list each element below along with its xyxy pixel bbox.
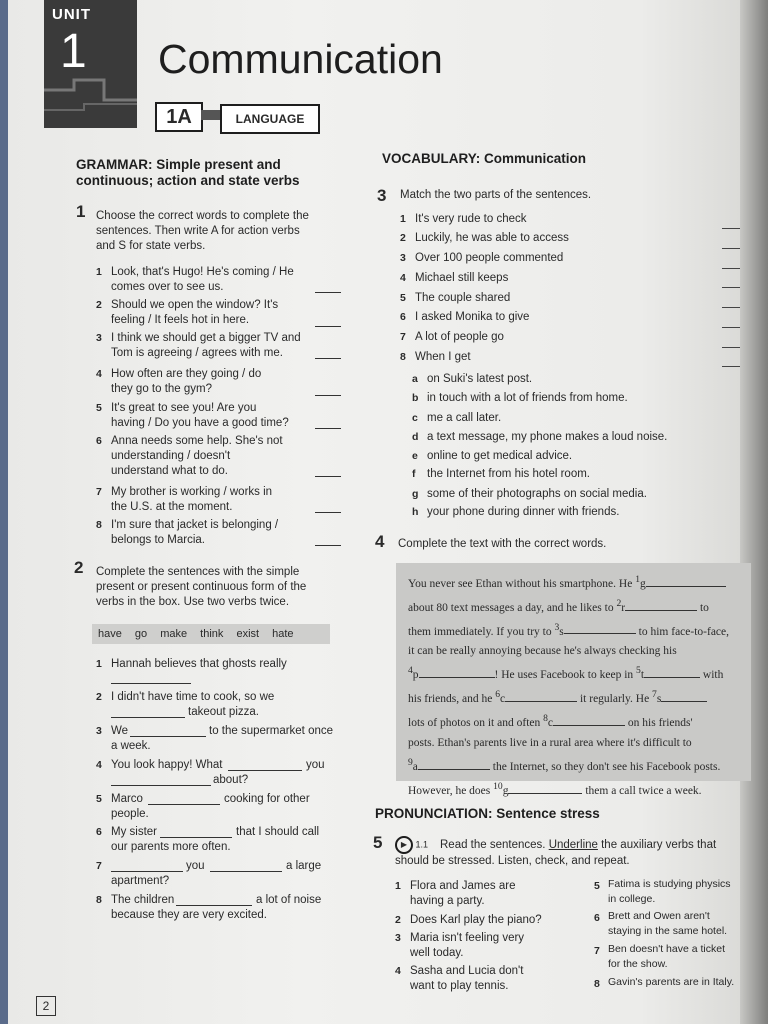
exercise-number: 2: [74, 558, 84, 577]
item-text: The couple shared: [415, 292, 511, 304]
item-number: 5: [96, 793, 102, 805]
item-text: Brett and Owen aren't: [608, 910, 710, 922]
item-number: 8: [594, 978, 600, 990]
item-text: Ben doesn't have a ticket: [608, 943, 725, 955]
match-blank[interactable]: [722, 347, 740, 348]
item-number: 4: [96, 368, 102, 380]
ending-letter: c: [412, 412, 418, 424]
item-text: that I should call: [236, 826, 320, 838]
section-connector: [201, 110, 220, 120]
item-text: Fatima is studying physics: [608, 878, 731, 890]
text-line: posts. Ethan's parents live in a rural area where it's difficult to: [408, 736, 692, 749]
item-text: Michael still keeps: [415, 272, 509, 284]
instruction-line: Complete the sentences with the simple: [96, 566, 300, 578]
item-text: Marco: [111, 793, 143, 805]
item-number: 6: [400, 311, 406, 323]
item-text: the U.S. at the moment.: [111, 501, 233, 513]
answer-blank[interactable]: [625, 610, 697, 611]
item-text: a large: [286, 860, 322, 872]
ending-letter: e: [412, 450, 418, 462]
page-title: Communication: [158, 36, 443, 82]
instruction-line: should be stressed. Listen, check, and repeat.: [395, 855, 630, 867]
item-number: 6: [96, 826, 102, 838]
item-text: Anna needs some help. She's not: [111, 435, 283, 447]
item-text: cooking for other: [224, 793, 310, 805]
item-number: 1: [395, 880, 401, 892]
answer-blank[interactable]: [564, 633, 636, 634]
item-text: comes over to see us.: [111, 281, 224, 293]
match-blank[interactable]: [722, 268, 740, 269]
pronunciation-heading: PRONUNCIATION: Sentence stress: [375, 806, 600, 821]
item-number: 6: [96, 435, 102, 447]
item-text: want to play tennis.: [410, 980, 509, 992]
item-text: you: [186, 860, 205, 872]
item-text: I think we should get a bigger TV and: [111, 332, 301, 344]
item-text: It's great to see you! Are you: [111, 402, 257, 414]
answer-blank[interactable]: [315, 512, 341, 513]
item-number: 7: [594, 945, 600, 957]
item-number: 1: [96, 266, 102, 278]
text-line: However, he does $^{10}$g them a call twice a week.: [408, 780, 702, 797]
item-text: well today.: [410, 947, 464, 959]
item-text: a lot of noise: [256, 894, 322, 906]
instruction-line: sentences. Then write A for action verbs: [96, 225, 300, 237]
ending-letter: h: [412, 506, 419, 518]
text-line: it can be really annoying because he's always checking his: [408, 645, 677, 658]
item-text: because they are very excited.: [111, 909, 267, 921]
ending-letter: g: [412, 488, 419, 500]
item-number: 2: [395, 914, 401, 926]
item-number: 3: [96, 725, 102, 737]
item-number: 3: [96, 332, 102, 344]
item-text: We: [111, 725, 129, 737]
answer-blank[interactable]: [315, 395, 341, 396]
item-text: How often are they going / do: [111, 368, 262, 380]
ending-text: a text message, my phone makes a loud noise.: [427, 431, 668, 443]
answer-blank[interactable]: [111, 785, 211, 786]
item-text: A lot of people go: [415, 331, 504, 343]
exercise-number: 1: [76, 202, 86, 221]
text-line: them immediately. If you try to $^3$s to him face-to-face,: [408, 621, 730, 638]
item-text: Hannah believes that ghosts really: [111, 658, 287, 670]
item-number: 2: [96, 299, 102, 311]
item-text: Maria isn't feeling very: [410, 932, 525, 944]
item-number: 1: [96, 658, 102, 670]
match-blank[interactable]: [722, 327, 740, 328]
word-box: have go make think exist hate: [92, 624, 330, 644]
item-number: 8: [96, 894, 102, 906]
item-text: Does Karl play the piano?: [410, 914, 542, 926]
match-blank[interactable]: [722, 248, 740, 249]
answer-blank[interactable]: [228, 770, 302, 771]
item-text: Sasha and Lucia don't: [410, 965, 524, 977]
item-text: My brother is working / works in: [111, 486, 273, 498]
answer-blank[interactable]: [315, 476, 341, 477]
answer-blank[interactable]: [160, 837, 232, 838]
item-number: 6: [594, 912, 600, 924]
item-text: Tom is agreeing / agrees with me.: [111, 347, 283, 359]
answer-blank[interactable]: [111, 871, 183, 872]
item-text: having / Do you have a good time?: [111, 417, 289, 429]
answer-blank[interactable]: [553, 725, 625, 726]
ending-text: on Suki's latest post.: [427, 373, 533, 385]
item-number: 4: [395, 965, 401, 977]
answer-blank[interactable]: [176, 905, 252, 906]
instruction-line: and S for state verbs.: [96, 240, 206, 252]
match-blank[interactable]: [722, 366, 740, 367]
item-text: for the show.: [608, 958, 668, 970]
item-text: feeling / It feels hot in here.: [111, 314, 250, 326]
answer-blank[interactable]: [508, 793, 582, 794]
vocabulary-heading: VOCABULARY: Communication: [382, 151, 586, 166]
instruction-line: Match the two parts of the sentences.: [400, 189, 592, 201]
item-text: Flora and James are: [410, 880, 516, 892]
grammar-heading-line1: GRAMMAR: Simple present and: [76, 157, 281, 172]
item-text: Over 100 people commented: [415, 252, 564, 264]
answer-blank[interactable]: [315, 292, 341, 293]
answer-blank[interactable]: [661, 701, 707, 702]
item-text: to the supermarket once: [209, 725, 334, 737]
item-text: When I get: [415, 351, 471, 363]
ending-letter: d: [412, 431, 419, 443]
gap-fill-text: [408, 570, 748, 801]
answer-blank[interactable]: [130, 736, 206, 737]
ending-letter: a: [412, 373, 418, 385]
instruction-line: present or present continuous form of the: [96, 581, 307, 593]
answer-blank[interactable]: [111, 683, 191, 684]
exercise-number: 4: [375, 532, 385, 551]
answer-blank[interactable]: [315, 358, 341, 359]
item-text: I asked Monika to give: [415, 311, 530, 323]
ending-text: the Internet from his hotel room.: [427, 468, 590, 480]
item-number: 4: [96, 759, 102, 771]
answer-blank[interactable]: [148, 804, 220, 805]
match-blank[interactable]: [722, 307, 740, 308]
instruction-line: Read the sentences. Underline the auxiliary verbs that: [440, 839, 717, 851]
item-text: belongs to Marcia.: [111, 534, 205, 546]
page-number: 2: [36, 996, 56, 1016]
answer-blank[interactable]: [315, 326, 341, 327]
item-number: 8: [400, 351, 406, 363]
ending-text: online to get medical advice.: [427, 450, 573, 462]
ending-letter: f: [412, 468, 416, 480]
answer-blank[interactable]: [315, 428, 341, 429]
item-text: My sister: [111, 826, 157, 838]
audio-track[interactable]: [395, 836, 428, 854]
ending-text: in touch with a lot of friends from home.: [427, 392, 628, 404]
answer-blank[interactable]: [644, 677, 700, 678]
ending-letter: b: [412, 392, 419, 404]
item-text: they go to the gym?: [111, 383, 213, 395]
item-text: in college.: [608, 893, 656, 905]
item-text: people.: [111, 808, 149, 820]
item-number: 5: [400, 292, 406, 304]
answer-blank[interactable]: [111, 717, 185, 718]
item-number: 8: [96, 519, 102, 531]
item-number: 4: [400, 272, 406, 284]
item-number: 5: [96, 402, 102, 414]
answer-blank[interactable]: [315, 545, 341, 546]
ending-text: your phone during dinner with friends.: [427, 506, 620, 518]
item-number: 3: [400, 252, 406, 264]
item-text: takeout pizza.: [188, 706, 259, 718]
text-line: about 80 text messages a day, and he likes to $^2$r to: [408, 597, 709, 614]
item-text: our parents more often.: [111, 841, 231, 853]
item-number: 7: [96, 860, 102, 872]
item-text: It's very rude to check: [415, 213, 527, 225]
answer-blank[interactable]: [210, 871, 282, 872]
book-edge: [0, 0, 8, 1024]
ending-text: some of their photographs on social media.: [427, 488, 647, 500]
text-line: his friends, and he $^6$c it regularly. He $^7$s: [408, 685, 748, 709]
item-text: Gavin's parents are in Italy.: [608, 976, 735, 988]
item-text: Luckily, he was able to access: [415, 232, 569, 244]
item-number: 7: [400, 331, 406, 343]
item-text: The children: [111, 894, 175, 906]
answer-blank[interactable]: [419, 677, 495, 678]
audio-track-number: 1.1: [415, 839, 429, 850]
exercise-number: 3: [377, 186, 387, 205]
match-blank[interactable]: [722, 228, 740, 229]
section-label: LANGUAGE: [220, 104, 320, 134]
item-text: understanding / doesn't: [111, 450, 231, 462]
instruction-line: Choose the correct words to complete the: [96, 210, 309, 222]
unit-label: UNIT: [52, 6, 91, 23]
text-line: lots of photos on it and often $^8$c on his friends': [408, 713, 693, 729]
item-text: you: [306, 759, 325, 771]
item-number: 5: [594, 880, 600, 892]
instruction-line: Complete the text with the correct words.: [398, 538, 607, 550]
item-text: a week.: [111, 740, 151, 752]
item-text: having a party.: [410, 895, 485, 907]
unit-number: 1: [60, 25, 87, 78]
item-text: I'm sure that jacket is belonging /: [111, 519, 279, 531]
item-text: understand what to do.: [111, 465, 228, 477]
answer-blank[interactable]: [646, 586, 726, 587]
item-number: 1: [400, 213, 406, 225]
item-text: Look, that's Hugo! He's coming / He: [111, 266, 294, 278]
item-text: I didn't have time to cook, so we: [111, 691, 275, 703]
page-gutter-shadow: [740, 0, 768, 1024]
answer-blank[interactable]: [418, 769, 490, 770]
text-line: $^9$a the Internet, so they don't see his Facebook posts.: [408, 756, 721, 773]
item-text: about?: [213, 774, 249, 786]
section-code: 1A: [155, 102, 203, 132]
item-text: apartment?: [111, 875, 170, 887]
item-number: 7: [96, 486, 102, 498]
instruction-line: verbs in the box. Use two verbs twice.: [96, 596, 290, 608]
item-text: You look happy! What: [111, 759, 223, 771]
item-number: 2: [96, 691, 102, 703]
item-text: staying in the same hotel.: [608, 925, 728, 937]
item-text: Should we open the window? It's: [111, 299, 279, 311]
match-blank[interactable]: [722, 287, 740, 288]
answer-blank[interactable]: [505, 701, 577, 702]
text-line: You never see Ethan without his smartphone. He $^1$g: [408, 570, 748, 594]
play-icon[interactable]: ▶: [395, 836, 413, 854]
item-number: 2: [400, 232, 406, 244]
exercise-number: 5: [373, 833, 383, 852]
grammar-heading-line2: continuous; action and state verbs: [76, 173, 300, 188]
ending-text: me a call later.: [427, 412, 502, 424]
text-line: $^4$p ! He uses Facebook to keep in $^5$t with: [408, 665, 724, 682]
item-number: 3: [395, 932, 401, 944]
